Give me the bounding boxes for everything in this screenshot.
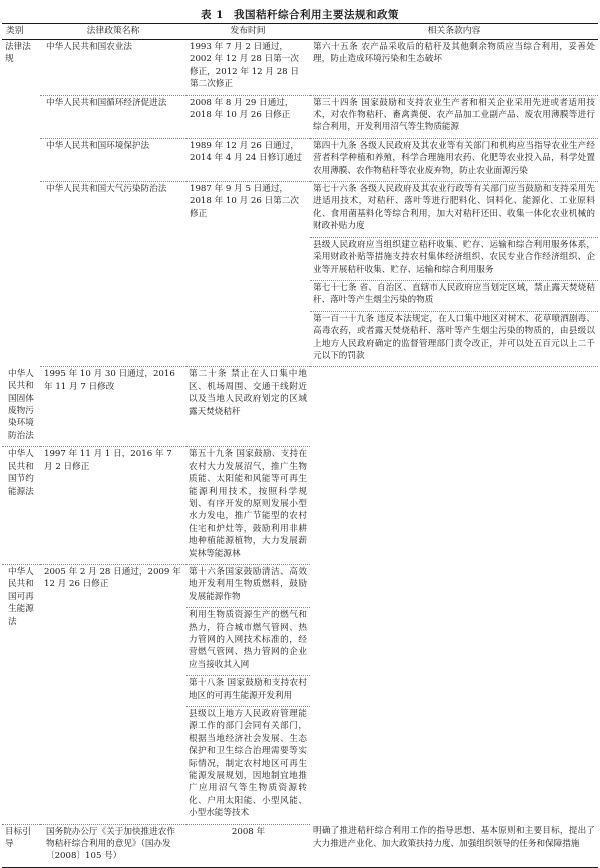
clause-content-cell: 第七十六条 各级人民政府及其农业行政等有关部门应当鼓励和支持采用先进适用技术，对秸秆、落叶等进行肥料化、饲料化、能源化、工业原料化、食用菌基料化等综合利用，加大对秸秆还田、收集一体化农业机械的财政补贴力度 xyxy=(310,182,598,238)
clause-content-cell: 第一百一十九条 违反本法规定，在人口集中地区对树木、花草喷洒剧毒、高毒农药，或者露天焚烧秸秆、落叶等产生烟尘污染的物质的，由县级以上地方人民政府确定的监督管理部门责令改正，并可以处五百元以上二千元以下的罚款 xyxy=(310,311,598,367)
table-row xyxy=(2,40,598,96)
law-name-cell: 中华人民共和国可再生能源法 xyxy=(2,564,40,824)
law-name-cell: 国务院办公厅《关于加快推进农作物秸秆综合利用的意见》（国办发〔2008〕105 号） xyxy=(40,824,186,867)
table-caption xyxy=(0,0,600,23)
clause-content-cell: 县级人民政府应当组织建立秸秆收集、贮存、运输和综合利用服务体系，采用财政补贴等措施支持农村集体经济组织、农民专业合作经济组织、企业等开展秸秆收集、贮存、运输和综合利用服务 xyxy=(310,237,598,280)
release-date-cell: 2008 年 8 月 29 日通过，2018 年 10 月 26 日修正 xyxy=(186,95,310,138)
release-date-cell: 1987 年 9 月 5 日通过，2018 年 10 月 26 日第二次修正 xyxy=(186,182,310,367)
category-cell-policy: 目标引导 xyxy=(2,824,40,867)
release-date-cell: 1997 年 11 月 1 日，2016 年 7 月 2 日修正 xyxy=(40,447,186,565)
table-number: 表 1 xyxy=(201,9,224,21)
header-law: 法律政策名称 xyxy=(40,24,186,40)
table-row xyxy=(2,182,598,238)
clause-content-cell: 第七十七条 省、自治区、直辖市人民政府应当划定区域，禁止露天焚烧秸秆、落叶等产生烟尘污染的物质 xyxy=(310,280,598,311)
table-title: 我国秸秆综合利用主要法规和政策 xyxy=(233,9,399,21)
law-name-cell: 中华人民共和国循环经济促进法 xyxy=(40,95,186,138)
table-row xyxy=(2,95,598,138)
release-date-cell: 1995 年 10 月 30 日通过，2016 年 11 月 7 日修改 xyxy=(40,367,186,447)
clause-content-cell: 第三十四条 国家鼓励和支持农业生产者和相关企业采用先进或者适用技术，对农作物秸秆、畜禽粪便、农产品加工业副产品、废农用薄膜等进行综合利用，开发利用沼气等生物质能源 xyxy=(310,95,598,138)
clause-content-cell: 第四十九条 各级人民政府及其农业等有关部门和机构应当指导农业生产经营者科学种植和养殖，科学合理施用农药、化肥等农业投入品，科学处置农用薄膜、农作物秸秆等农业废弃物，防止农业面源污染 xyxy=(310,138,598,181)
law-name-cell: 中华人民共和国环境保护法 xyxy=(40,138,186,181)
header-category: 类别 xyxy=(2,24,40,40)
clause-content-cell: 第二十条 禁止在人口集中地区、机场周围、交通干线附近以及当地人民政府划定的区域露天焚烧秸秆 xyxy=(186,367,310,447)
clause-content-cell: 利用生物质资源生产的燃气和热力，符合城市燃气管网、热力管网的入网技术标准的，经营燃气管网、热力管网的企业应当接收其入网 xyxy=(186,608,310,676)
table-body xyxy=(2,40,598,868)
clause-content-cell: 明确了推进秸秆综合利用工作的指导思想、基本原则和主要目标，提出了大力推进产业化、加大政策扶持力度、加强组织领导的任务和保障措施 xyxy=(310,824,598,867)
table-row xyxy=(2,564,598,607)
law-name-cell: 中华人民共和国固体废物污染环境防治法 xyxy=(2,367,40,447)
table-row xyxy=(2,447,598,565)
release-date-cell: 1993 年 7 月 2 日通过，2002 年 12 月 28 日第一次修正，2012 年 12 月 28 日第二次修正 xyxy=(186,40,310,96)
release-date-cell: 1989 年 12 月 26 日通过，2014 年 4 月 24 日修订通过 xyxy=(186,138,310,181)
clause-content-cell: 第五十九条 国家鼓励、支持在农村大力发展沼气，推广生物质能、太阳能和风能等可再生能源利用技术，按照科学规划、有序开发的原则发展小型水力发电，推广节能型的农村住宅和炉灶等，鼓励利用非耕地种植能源植物，大力发展薪炭林等能源林 xyxy=(186,447,310,565)
table-row xyxy=(2,367,598,447)
clause-content-cell: 第十六条国家鼓励清洁、高效地开发利用生物质燃料，鼓励发展能源作物 xyxy=(186,564,310,607)
clause-content-cell: 县级以上地方人民政府管理能源工作的部门会同有关部门，根据当地经济社会发展、生态保护和卫生综合治理需要等实际情况，制定农村地区可再生能源发展规划，因地制宜地推广应用沼气等生物质资源转化、户用太阳能、小型风能、小型水能等技术 xyxy=(186,707,310,825)
release-date-cell: 2005 年 2 月 28 日通过，2009 年 12 月 26 日修正 xyxy=(40,564,186,824)
clause-content-cell: 第六十五条 农产品采收后的秸秆及其他剩余物质应当综合利用，妥善处理，防止造成环境污染和生态破坏 xyxy=(310,40,598,96)
header-content: 相关条款内容 xyxy=(310,24,598,40)
header-date: 发布时间 xyxy=(186,24,310,40)
law-name-cell: 中华人民共和国节约能源法 xyxy=(2,447,40,565)
clause-content-cell: 第十八条 国家鼓励和支持农村地区的可再生能源开发利用 xyxy=(186,676,310,707)
table-row xyxy=(2,138,598,181)
law-name-cell: 中华人民共和国农业法 xyxy=(40,40,186,96)
table-row xyxy=(2,824,598,867)
release-date-cell: 2008 年 xyxy=(186,824,310,867)
table-header-row xyxy=(2,24,598,40)
regulations-table xyxy=(2,23,598,868)
category-cell-laws: 法律法规 xyxy=(5,42,31,65)
law-name-cell: 中华人民共和国大气污染防治法 xyxy=(40,182,186,367)
